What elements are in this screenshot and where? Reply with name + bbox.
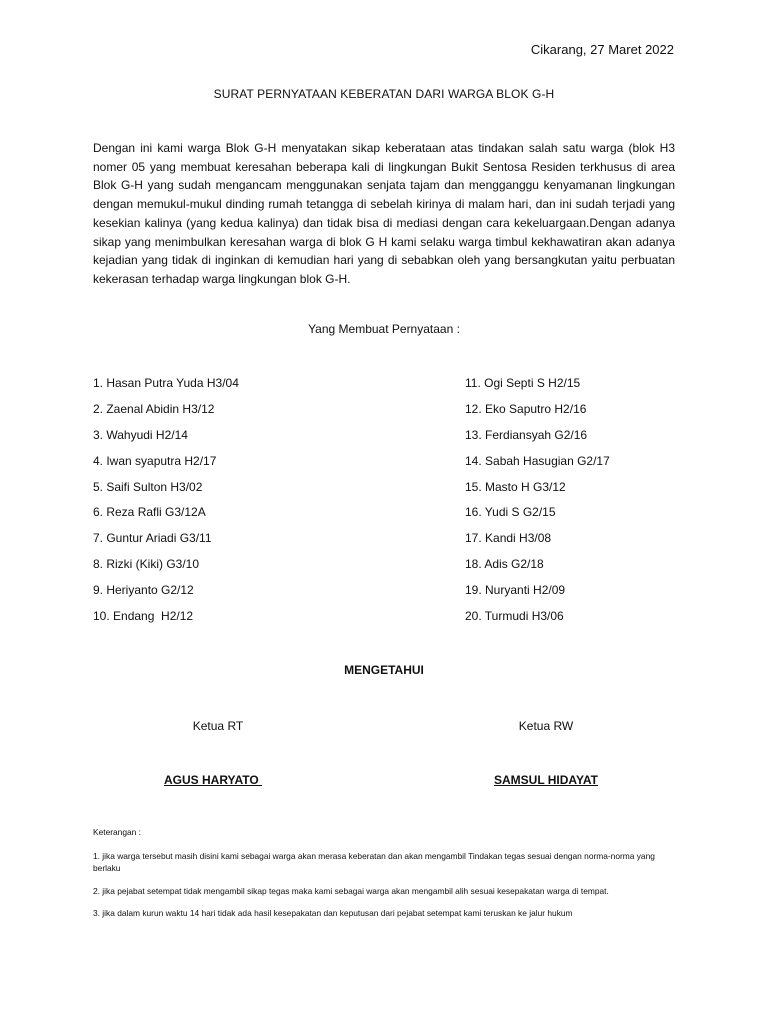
letter-date: Cikarang, 27 Maret 2022 [530, 42, 674, 57]
letter-title: SURAT PERNYATAAN KEBERATAN DARI WARGA BLOK G-H [213, 87, 555, 101]
rw-role-label: Ketua RW [518, 719, 574, 733]
signer-item: 3. Wahyudi H2/14 [93, 427, 188, 442]
signer-item: 20. Turmudi H3/06 [465, 609, 564, 624]
signer-item: 1. Hasan Putra Yuda H3/04 [93, 376, 239, 390]
signer-item: 10. Endang H2/12 [93, 609, 194, 624]
note-item: 2. jika pejabat setempat tidak mengambil sikap tegas maka kami sebagai warga akan mengambil alih sesuai kesepakatan warga di tempat. [93, 885, 609, 896]
signer-item: 4. Iwan syaputra H2/17 [93, 453, 217, 468]
signer-item: 2. Zaenal Abidin H3/12 [93, 401, 215, 416]
signer-item: 16. Yudi S G2/15 [465, 505, 556, 520]
rt-signer-name: AGUS HARYATO [163, 773, 262, 787]
signer-item: 13. Ferdiansyah G2/16 [465, 427, 588, 442]
signers-list-left [93, 374, 239, 633]
rw-signer-name: SAMSUL HIDAYAT [493, 773, 599, 787]
rt-role-label: Ketua RT [192, 719, 244, 733]
signer-item: 5. Saifi Sulton H3/02 [93, 479, 203, 494]
signer-item: 11. Ogi Septi S H2/15 [465, 376, 581, 390]
signer-item: 9. Heriyanto G2/12 [93, 583, 194, 598]
signer-item: 15. Masto H G3/12 [465, 479, 566, 494]
signer-item: 8. Rizki (Kiki) G3/10 [93, 557, 200, 572]
signer-item: 17. Kandi H3/08 [465, 531, 552, 546]
signer-item: 6. Reza Rafli G3/12A [93, 505, 206, 520]
signers-list-right [465, 374, 610, 633]
signer-item: 19. Nuryanti H2/09 [465, 583, 566, 598]
statement-paragraph: Dengan ini kami warga Blok G-H menyatakan sikap keberataan atas tindakan salah satu warga (blok H3 nomer 05 yang membuat keresahan beberapa kali di lingkungan Bukit Sentosa Residen terkhusus di area Blok G-H yang sudah mengancam menggunakan senjata tajam dan mengganggu kenyamanan lingkungan dengan memukul-mukul dinding rumah tetangga di sebelah kirinya di malam hari, dan ini sudah terjadi yang kesekian kalinya (yang kedua kalinya) dan tidak bisa di mediasi dengan cara kekeluargaan.Dengan adanya sikap yang menimbulkan keresahan warga di blok G H kami selaku warga timbul kekhawatiran akan adanya kejadian yang tidak di inginkan di kemudian hari yang di sebabkan oleh yang bersangkutan yaitu perbuatan kekerasan terhadap warga lingkungan blok G-H. [93, 141, 675, 286]
signer-item: 12. Eko Saputro H2/16 [465, 401, 587, 416]
note-item: 3. jika dalam kurun waktu 14 hari tidak ada hasil kesepakatan dan keputusan dari pejabat setempat kami teruskan ke jalur hukum [93, 908, 573, 918]
signers-heading: Yang Membuat Pernyataan : [308, 322, 460, 336]
signer-item: 14. Sabah Hasugian G2/17 [465, 453, 610, 468]
approval-heading: MENGETAHUI [344, 663, 424, 677]
notes-section [93, 826, 668, 930]
notes-title: Keterangan : [93, 827, 141, 837]
signer-item: 18. Adis G2/18 [465, 557, 544, 572]
signer-item: 7. Guntur Ariadi G3/11 [93, 531, 212, 546]
note-item: 1. jika warga tersebut masih disini kami sebagai warga akan merasa keberatan dan akan mengambil Tindakan tegas sesuai dengan norma-norma yang berlaku [93, 850, 655, 873]
